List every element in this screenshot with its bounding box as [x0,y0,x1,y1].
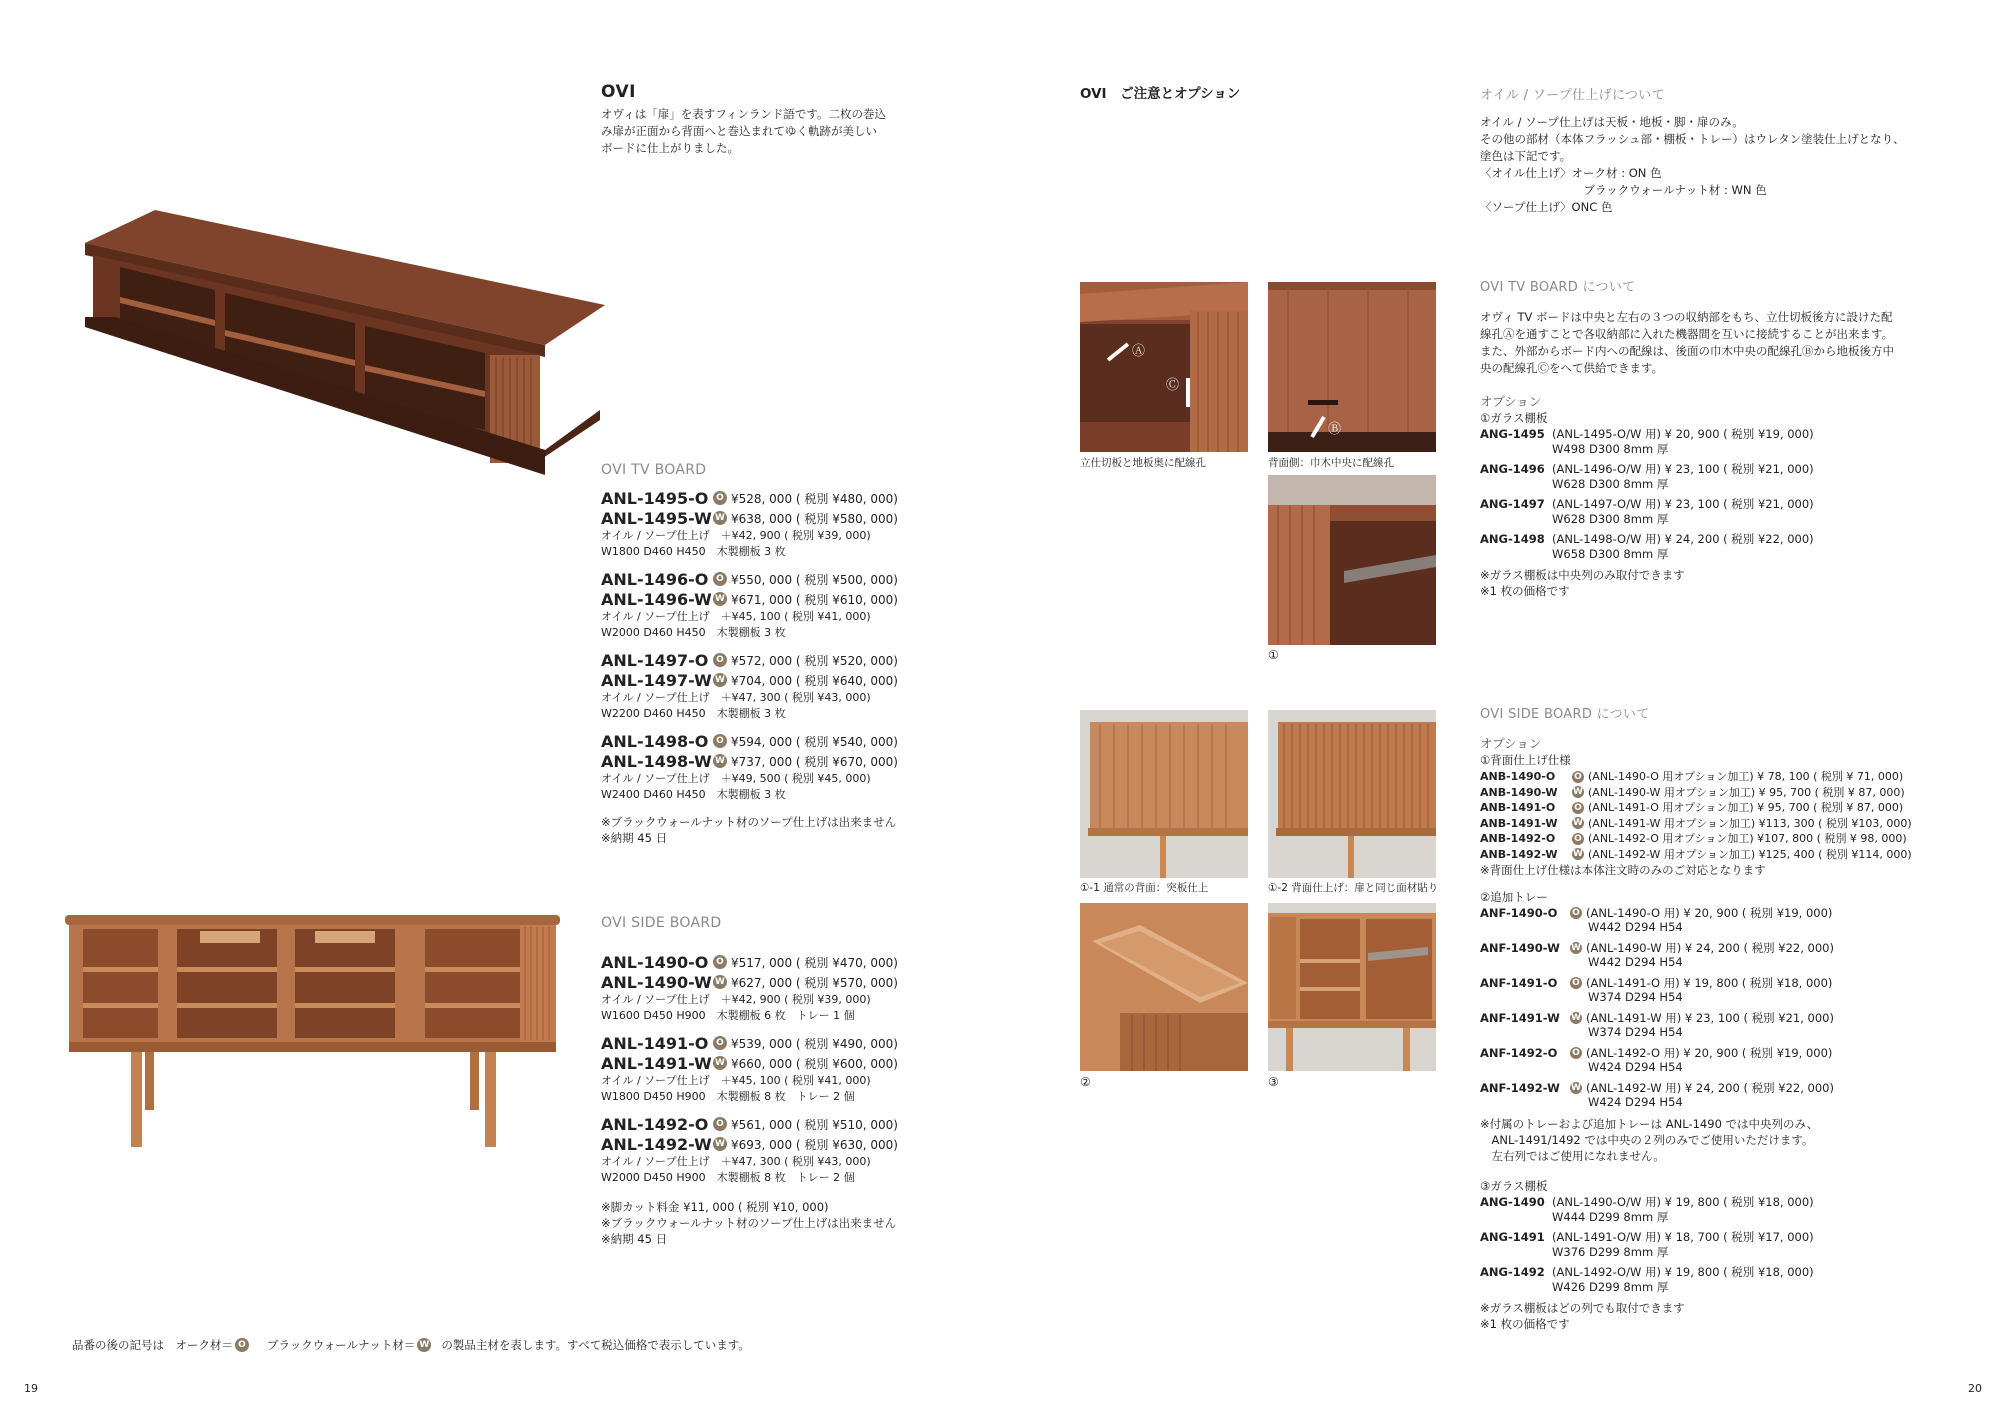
model-code-oak: ANL-1496-O [601,569,709,589]
side-board-photo [65,915,560,1150]
left-page-number: 19 [24,1382,38,1395]
model-code-oak: ANL-1495-O [601,488,709,508]
glass-size: W426 D299 8mm 厚 [1552,1280,1669,1294]
model-code-oak: ANL-1498-O [601,731,709,751]
caption-1: 立仕切板と地板奥に配線孔 [1080,457,1206,469]
model-block [601,1033,971,1105]
model-spec: W2400 D460 H450 木製棚板 3 枚 [601,788,786,801]
side-glass-list [1480,1195,1990,1295]
glass-desc: (ANL-1495-O/W 用) ¥ 20, 900 ( 税別 ¥19, 000) [1552,427,1814,441]
walnut-badge-icon: W [1573,849,1583,860]
tray-option-desc: (ANL-1491-O 用) ¥ 19, 800 ( 税別 ¥18, 000) [1586,976,1833,990]
tray-option-size: W374 D294 H54 [1588,990,1683,1004]
walnut-badge-icon: W [713,975,727,989]
glass-row [1480,1230,1990,1260]
side-board-notes: ※脚カット料金 ¥11, 000 ( 税別 ¥10, 000) ※ブラックウォールナット材のソープ仕上げは出来ません ※納期 45 日 [601,1200,897,1246]
photo-back-hole [1268,282,1436,452]
legend-middle: ブラックウォールナット材＝ [267,1338,416,1352]
price-walnut: ¥660, 000 ( 税別 ¥600, 000) [731,1056,898,1071]
right-page-title: OVI ご注意とオプション [1080,86,1241,102]
model-row-walnut [601,1053,971,1073]
walnut-badge-icon: W [713,673,727,687]
oil-heading: オイル / ソープ仕上げについて [1480,88,1665,103]
price-walnut: ¥638, 000 ( 税別 ¥580, 000) [731,511,898,526]
price-walnut: ¥693, 000 ( 税別 ¥630, 000) [731,1137,898,1152]
tray-option-line [1480,1081,1990,1095]
tv-option-block [1480,392,1980,599]
walnut-badge-icon: W [713,754,727,768]
model-row-walnut [601,508,971,528]
tray-option-size: W424 D294 H54 [1588,1060,1683,1074]
model-block [601,488,971,560]
left-page-title: OVI [601,82,636,102]
model-code-oak: ANL-1491-O [601,1033,709,1053]
price-oak: ¥594, 000 ( 税別 ¥540, 000) [731,734,898,749]
walnut-badge-icon: W [1573,818,1583,829]
tray-option-row [1480,1046,1990,1074]
back-option-row [1480,847,1990,863]
side-tray-note: ※付属のトレーおよび追加トレーは ANL-1490 では中央列のみ、 ANL-1491/1492 では中央の２列のみでご使用いただけます。 左右列ではご使用になれません。 [1480,1117,1819,1163]
finish-option: オイル / ソープ仕上げ ＋¥42, 900 ( 税別 ¥39, 000) [601,529,871,542]
model-row-walnut [601,1134,971,1154]
side-back-note: ※背面仕上げ仕様は本体注文時のみのご対応となります [1480,863,1766,877]
tray-option-line [1480,941,1990,955]
tv-option-title: オプション [1480,394,1542,409]
glass-size: W376 D299 8mm 厚 [1552,1245,1669,1259]
model-block [601,1114,971,1186]
model-row-oak [601,488,971,508]
walnut-badge-icon: W [1571,1083,1581,1093]
finish-option: オイル / ソープ仕上げ ＋¥47, 300 ( 税別 ¥43, 000) [601,691,871,704]
price-oak: ¥572, 000 ( 税別 ¥520, 000) [731,653,898,668]
tv-board-photo [75,205,605,485]
tray-option-size: W442 D294 H54 [1588,955,1683,969]
price-walnut: ¥671, 000 ( 税別 ¥610, 000) [731,592,898,607]
glass-row [1480,462,1980,492]
tray-option-desc: (ANL-1491-W 用) ¥ 23, 100 ( 税別 ¥21, 000) [1586,1011,1834,1025]
glass-detail [1552,462,1814,492]
back-option-desc: (ANL-1490-O 用オプション加工) ¥ 78, 100 ( 税別 ¥ 71, 000) [1588,770,1904,783]
tv-glass-title: ①ガラス棚板 [1480,411,1548,425]
glass-size: W444 D299 8mm 厚 [1552,1210,1669,1224]
glass-detail [1552,1230,1814,1260]
model-code-oak: ANL-1492-O [601,1114,709,1134]
back-option-desc: (ANL-1491-O 用オプション加工) ¥ 95, 700 ( 税別 ¥ 87, 000) [1588,801,1904,814]
tv-glass-notes: ※ガラス棚板は中央列のみ取付できます ※1 枚の価格です [1480,568,1685,598]
tray-option-desc: (ANL-1490-W 用) ¥ 24, 200 ( 税別 ¥22, 000) [1586,941,1834,955]
caption-4: ①-1 通常の背面：突板仕上 [1080,882,1209,894]
oak-badge-icon: O [1572,802,1584,814]
tray-option-size: W424 D294 H54 [1588,1095,1683,1109]
oak-badge-icon: O [1570,907,1582,919]
glass-size: W498 D300 8mm 厚 [1552,442,1669,456]
tray-option-row [1480,941,1990,969]
walnut-badge-icon: W [1573,787,1583,798]
oak-badge-icon: O [1570,1047,1582,1059]
oil-body: オイル / ソープ仕上げは天板・地板・脚・扉のみ。 その他の部材（本体フラッシュ部・棚板・トレー）はウレタン塗装仕上げとなり、 塗色は下記です。 〈オイル仕上げ〉オーク材 : ON 色 ブラックウォールナット材 : WN 色 〈ソープ仕上げ〉ONC 色 [1480,115,1905,214]
model-code-walnut: ANL-1490-W [601,972,712,992]
glass-detail [1552,427,1814,457]
side-notes-heading: OVI SIDE BOARD について [1480,707,1650,722]
tray-option-code: ANF-1491-O [1480,976,1558,990]
back-option-desc: (ANL-1492-W 用オプション加工) ¥125, 400 ( 税別 ¥114, 000) [1588,847,1912,861]
side-board-heading: OVI SIDE BOARD [601,915,722,931]
tray-option-desc: (ANL-1492-W 用) ¥ 24, 200 ( 税別 ¥22, 000) [1586,1081,1834,1095]
side-tray-list [1480,906,1990,1109]
model-block [601,650,971,722]
oak-badge-icon: O [235,1338,249,1352]
oak-badge-icon: O [713,955,727,969]
tray-option-code: ANF-1490-W [1480,941,1560,955]
back-option-desc: (ANL-1491-W 用オプション加工) ¥113, 300 ( 税別 ¥103, 000) [1588,816,1912,830]
model-row-oak [601,1033,971,1053]
walnut-badge-icon: W [1571,1013,1581,1023]
glass-code: ANG-1491 [1480,1230,1545,1244]
back-option-desc: (ANL-1490-W 用オプション加工) ¥ 95, 700 ( 税別 ¥ 87, 000) [1588,785,1905,799]
legend-prefix: 品番の後の記号は オーク材＝ [72,1338,233,1352]
back-option-desc: (ANL-1492-O 用オプション加工) ¥107, 800 ( 税別 ¥ 98, 000) [1588,832,1907,845]
model-row-walnut [601,972,971,992]
oak-badge-icon: O [713,734,727,748]
side-option-block [1480,734,1990,1332]
back-option-code: ANB-1492-W [1480,847,1558,861]
tray-option-row [1480,1011,1990,1039]
model-block [601,952,971,1024]
glass-row [1480,497,1980,527]
finish-option: オイル / ソープ仕上げ ＋¥49, 500 ( 税別 ¥45, 000) [601,772,871,785]
glass-size: W628 D300 8mm 厚 [1552,477,1669,491]
model-code-walnut: ANL-1497-W [601,670,712,690]
back-option-code: ANB-1491-O [1480,801,1556,814]
tray-option-code: ANF-1492-O [1480,1046,1558,1060]
photo-tray [1080,903,1248,1071]
intro-text: オヴィは「扉」を表すフィンランド語です。二枚の巻込 み扉が正面から背面へと巻込まれてゆく軌跡が美しい ボードに仕上がりました。 [601,107,886,155]
finish-option: オイル / ソープ仕上げ ＋¥47, 300 ( 税別 ¥43, 000) [601,1155,871,1168]
finish-option: オイル / ソープ仕上げ ＋¥42, 900 ( 税別 ¥39, 000) [601,993,871,1006]
model-spec: W2000 D460 H450 木製棚板 3 枚 [601,626,786,639]
model-spec: W1800 D460 H450 木製棚板 3 枚 [601,545,786,558]
model-row-oak [601,650,971,670]
model-spec: W1800 D450 H900 木製棚板 8 枚 トレー 2 個 [601,1090,855,1103]
photo-glass-shelf [1268,475,1436,645]
oak-badge-icon: O [713,491,727,505]
side-option-title: オプション [1480,736,1542,751]
oak-badge-icon: O [1572,771,1584,783]
walnut-badge-icon: W [417,1338,431,1352]
tv-board-notes: ※ブラックウォールナット材のソープ仕上げは出来ません ※納期 45 日 [601,815,897,845]
caption-5: ①-2 背面仕上げ：扉と同じ面材貼り [1268,882,1439,894]
oak-badge-icon: O [713,1036,727,1050]
tv-notes-body: オヴィ TV ボードは中央と左右の３つの収納部をもち、立仕切板後方に設けた配 線孔Ⓐを通すことで各収納部に入れた機器間を互いに接続することが出来ます。 また、外部からボード内への配線は、後面の巾木中央の配線孔Ⓑから地板後方中 央の配線孔Ⓒをへて供給できます。 [1480,310,1894,375]
price-oak: ¥517, 000 ( 税別 ¥470, 000) [731,955,898,970]
oak-badge-icon: O [713,653,727,667]
glass-detail [1552,532,1814,562]
walnut-badge-icon: W [1571,943,1581,953]
walnut-badge-icon: W [713,592,727,606]
oak-badge-icon: O [713,572,727,586]
glass-code: ANG-1496 [1480,462,1545,476]
finish-option: オイル / ソープ仕上げ ＋¥45, 100 ( 税別 ¥41, 000) [601,610,871,623]
tv-board-heading: OVI TV BOARD [601,462,707,478]
model-row-walnut [601,670,971,690]
glass-row [1480,427,1980,457]
price-oak: ¥550, 000 ( 税別 ¥500, 000) [731,572,898,587]
glass-size: W658 D300 8mm 厚 [1552,547,1669,561]
glass-desc: (ANL-1496-O/W 用) ¥ 23, 100 ( 税別 ¥21, 000) [1552,462,1814,476]
model-row-walnut [601,589,971,609]
oak-badge-icon: O [713,1117,727,1131]
photo-back-door-finish [1268,710,1436,878]
model-code-oak: ANL-1490-O [601,952,709,972]
walnut-badge-icon: W [713,1137,727,1151]
walnut-badge-icon: W [713,1056,727,1070]
tv-glass-list [1480,427,1980,562]
back-option-row [1480,816,1990,832]
model-code-walnut: ANL-1491-W [601,1053,712,1073]
glass-detail [1552,497,1814,527]
back-option-code: ANB-1491-W [1480,816,1558,830]
tray-option-code: ANF-1491-W [1480,1011,1560,1025]
glass-desc: (ANL-1492-O/W 用) ¥ 19, 800 ( 税別 ¥18, 000) [1552,1265,1814,1279]
marker-c: Ⓒ [1166,378,1180,393]
back-option-row [1480,800,1990,816]
model-spec: W1600 D450 H900 木製棚板 6 枚 トレー 1 個 [601,1009,855,1022]
model-code-walnut: ANL-1492-W [601,1134,712,1154]
model-spec: W2000 D450 H900 木製棚板 8 枚 トレー 2 個 [601,1171,855,1184]
glass-detail [1552,1265,1814,1295]
side-tray-title: ②追加トレー [1480,890,1548,904]
model-code-walnut: ANL-1498-W [601,751,712,771]
glass-row [1480,532,1980,562]
model-row-walnut [601,751,971,771]
tray-option-line [1480,976,1990,990]
price-walnut: ¥737, 000 ( 税別 ¥670, 000) [731,754,898,769]
caption-6: ② [1080,1075,1091,1089]
walnut-badge-icon: W [713,511,727,525]
tray-option-row [1480,906,1990,934]
glass-row [1480,1265,1990,1295]
tray-option-row [1480,976,1990,1004]
model-row-oak [601,1114,971,1134]
glass-code: ANG-1498 [1480,532,1545,546]
price-walnut: ¥704, 000 ( 税別 ¥640, 000) [731,673,898,688]
side-glass-notes: ※ガラス棚板はどの列でも取付できます ※1 枚の価格です [1480,1301,1685,1331]
price-oak: ¥561, 000 ( 税別 ¥510, 000) [731,1117,898,1132]
back-option-code: ANB-1490-O [1480,770,1556,783]
back-option-code: ANB-1490-W [1480,785,1558,799]
glass-desc: (ANL-1498-O/W 用) ¥ 24, 200 ( 税別 ¥22, 000) [1552,532,1814,546]
oak-badge-icon: O [1572,833,1584,845]
legend-footer [72,1337,750,1353]
photo-side-glass [1268,903,1436,1071]
caption-7: ③ [1268,1075,1279,1089]
model-code-walnut: ANL-1496-W [601,589,712,609]
tray-option-code: ANF-1490-O [1480,906,1558,920]
tray-option-desc: (ANL-1490-O 用) ¥ 20, 900 ( 税別 ¥19, 000) [1586,906,1833,920]
model-code-oak: ANL-1497-O [601,650,709,670]
side-back-title: ①背面仕上げ仕様 [1480,753,1571,767]
back-option-row [1480,769,1990,785]
tray-option-code: ANF-1492-W [1480,1081,1560,1095]
marker-b: Ⓑ [1328,422,1342,437]
tray-option-line [1480,1046,1990,1060]
glass-desc: (ANL-1490-O/W 用) ¥ 19, 800 ( 税別 ¥18, 000) [1552,1195,1814,1209]
tray-option-line [1480,906,1990,920]
model-code-walnut: ANL-1495-W [601,508,712,528]
photo-back-standard [1080,710,1248,878]
tray-option-row [1480,1081,1990,1109]
glass-code: ANG-1490 [1480,1195,1545,1209]
caption-2: 背面側：巾木中央に配線孔 [1268,457,1394,469]
back-option-row [1480,831,1990,847]
tv-notes-heading: OVI TV BOARD について [1480,280,1636,295]
finish-option: オイル / ソープ仕上げ ＋¥45, 100 ( 税別 ¥41, 000) [601,1074,871,1087]
model-block [601,569,971,641]
marker-a: Ⓐ [1132,344,1146,359]
price-oak: ¥539, 000 ( 税別 ¥490, 000) [731,1036,898,1051]
side-glass-title: ③ガラス棚板 [1480,1179,1548,1193]
glass-row [1480,1195,1990,1225]
glass-detail [1552,1195,1814,1225]
model-row-oak [601,569,971,589]
glass-code: ANG-1495 [1480,427,1545,441]
legend-suffix: の製品主材を表します。すべて税込価格で表示しています。 [441,1338,750,1352]
glass-size: W628 D300 8mm 厚 [1552,512,1669,526]
glass-code: ANG-1492 [1480,1265,1545,1279]
caption-3: ① [1268,648,1279,662]
price-walnut: ¥627, 000 ( 税別 ¥570, 000) [731,975,898,990]
oak-badge-icon: O [1570,977,1582,989]
right-page-number: 20 [1968,1382,1982,1395]
back-option-row [1480,785,1990,801]
price-oak: ¥528, 000 ( 税別 ¥480, 000) [731,491,898,506]
tray-option-size: W442 D294 H54 [1588,920,1683,934]
back-option-code: ANB-1492-O [1480,832,1556,845]
model-row-oak [601,731,971,751]
model-block [601,731,971,803]
tray-option-desc: (ANL-1492-O 用) ¥ 20, 900 ( 税別 ¥19, 000) [1586,1046,1833,1060]
model-row-oak [601,952,971,972]
tray-option-size: W374 D294 H54 [1588,1025,1683,1039]
glass-desc: (ANL-1491-O/W 用) ¥ 18, 700 ( 税別 ¥17, 000) [1552,1230,1814,1244]
tray-option-line [1480,1011,1990,1025]
glass-desc: (ANL-1497-O/W 用) ¥ 23, 100 ( 税別 ¥21, 000) [1552,497,1814,511]
glass-code: ANG-1497 [1480,497,1545,511]
photo-wiring-holes [1080,282,1248,452]
side-back-list [1480,769,1990,862]
model-spec: W2200 D460 H450 木製棚板 3 枚 [601,707,786,720]
